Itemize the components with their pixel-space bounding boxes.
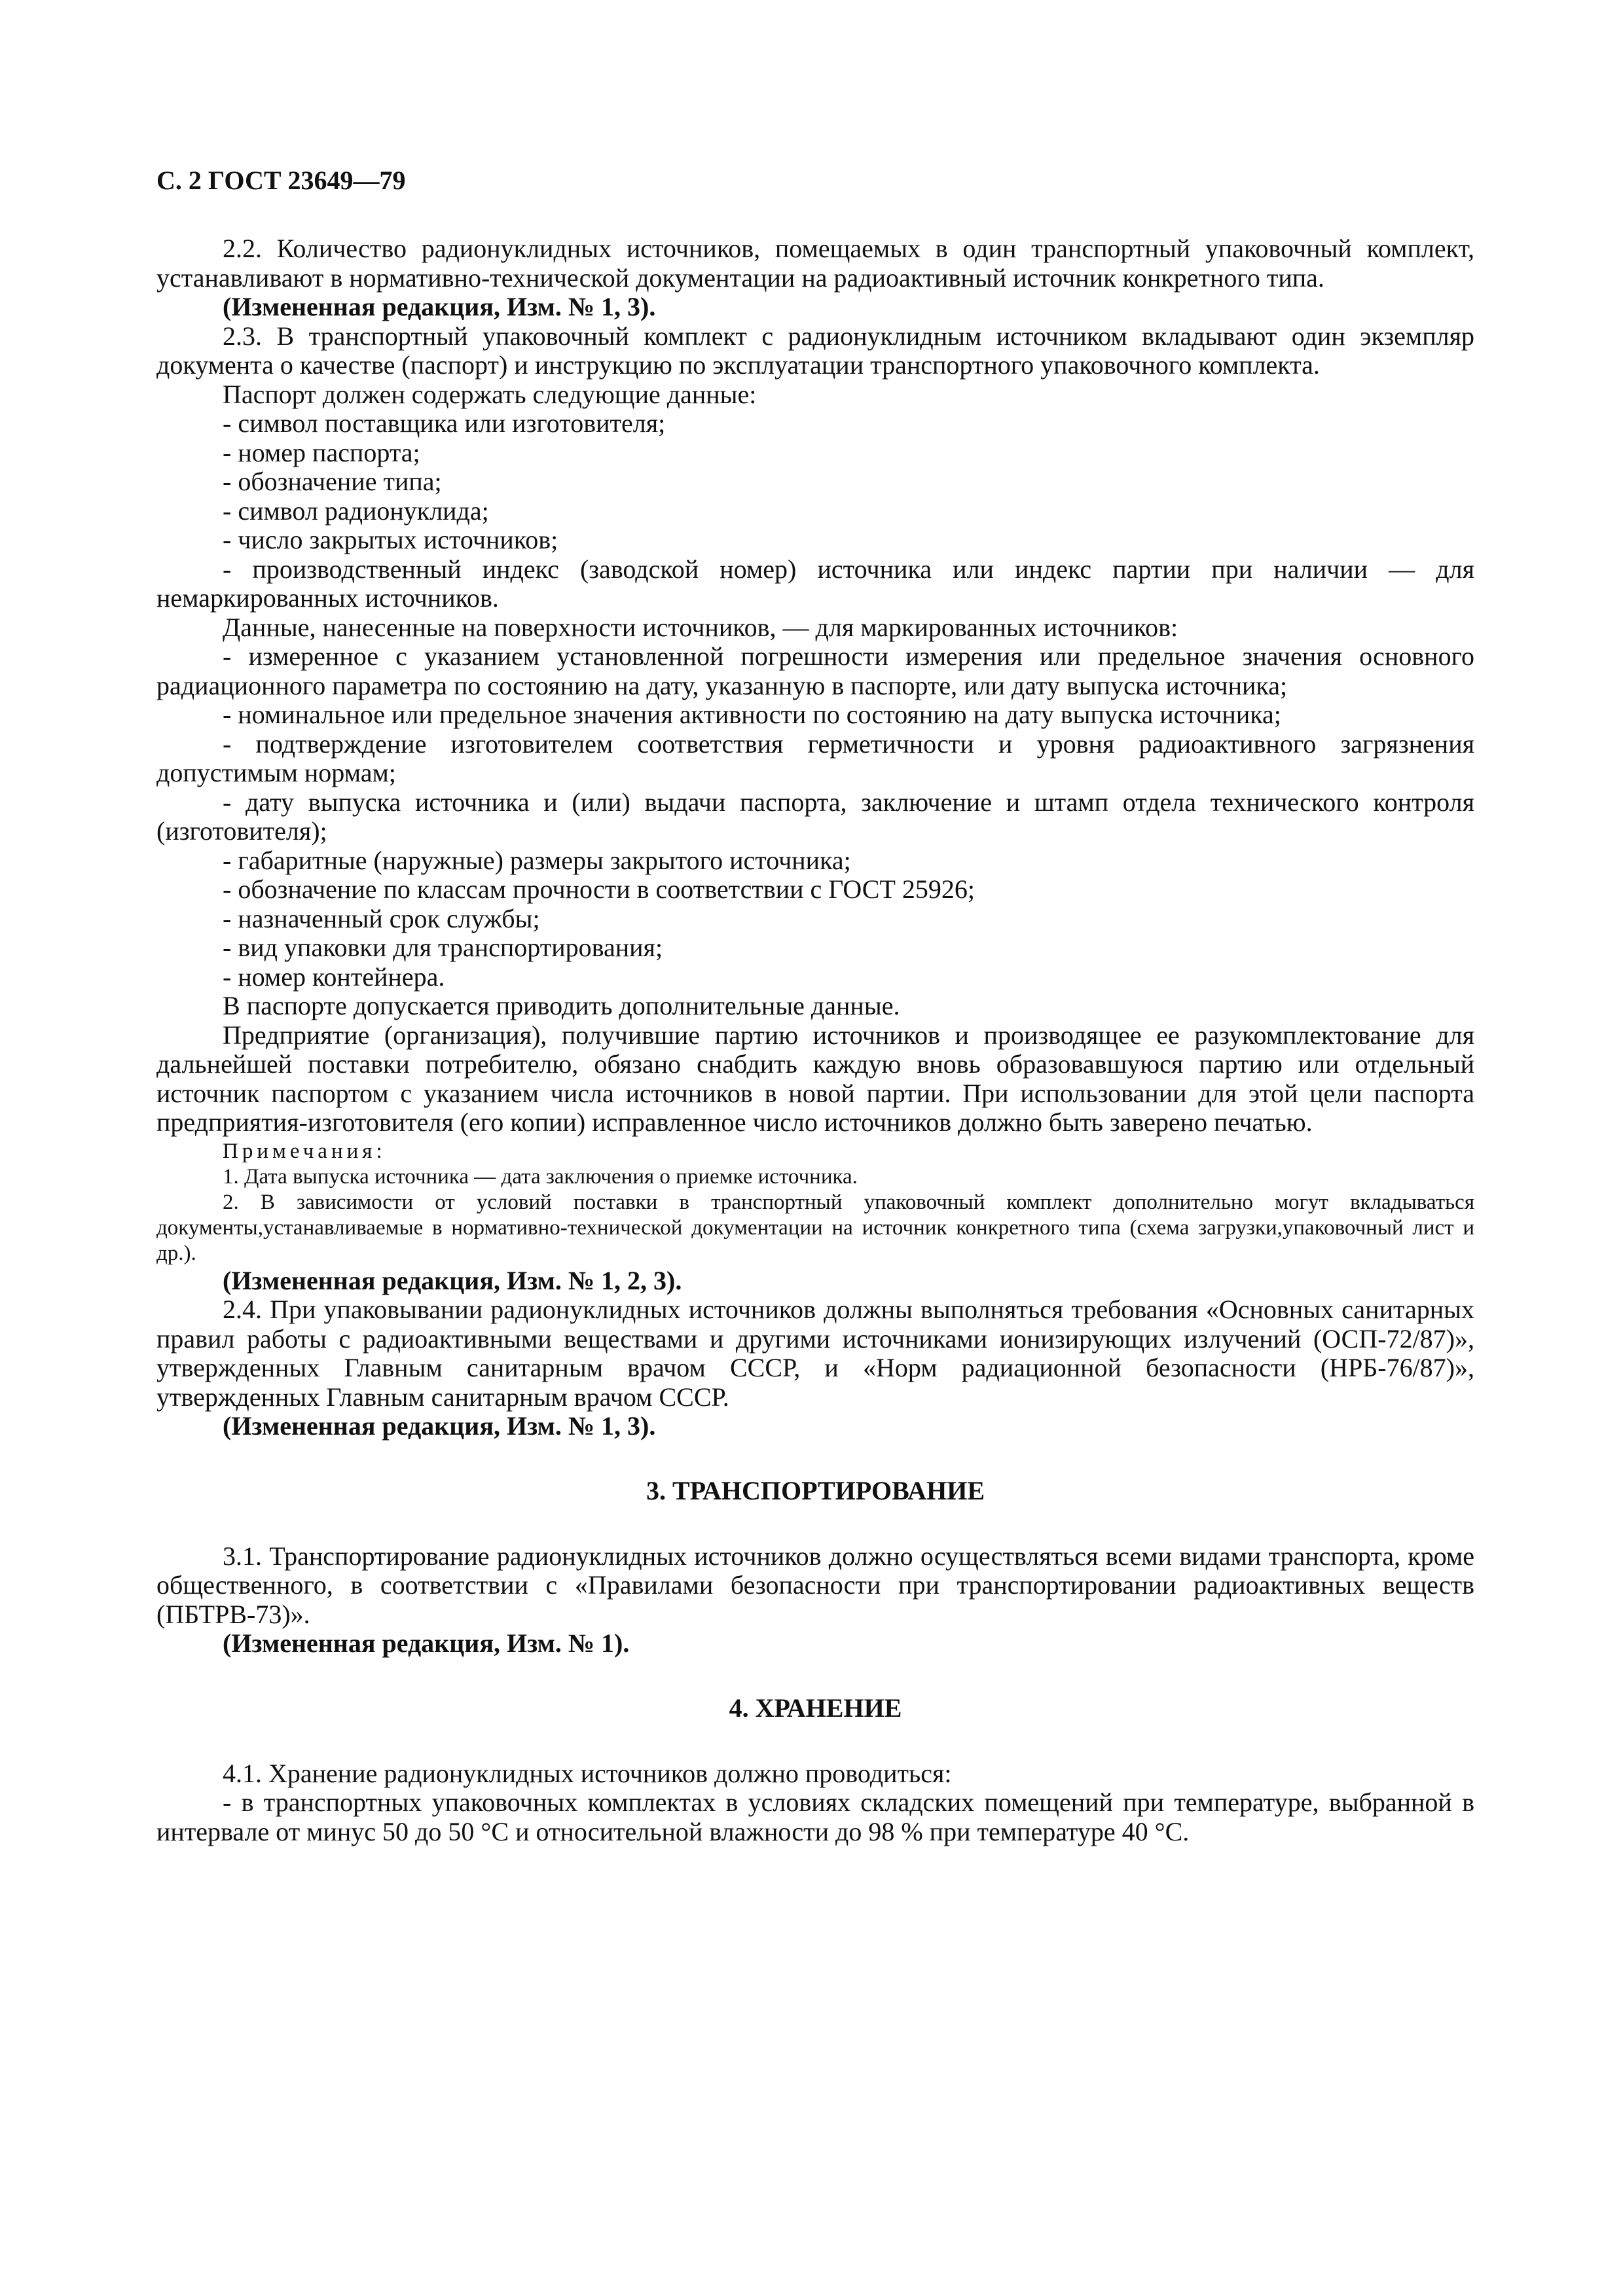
notes-block <box>156 1139 1474 1266</box>
notes-title: Примечания: <box>223 1139 386 1163</box>
list-item: - символ поставщика или изготовителя; <box>223 408 666 438</box>
running-header: С. 2 ГОСТ 23649—79 <box>156 166 406 195</box>
list-item: - дату выпуска источника и (или) выдачи паспорта, заключение и штамп отдела технического контроля (изготовителя); <box>156 787 1474 846</box>
amendment-note: (Измененная редакция, Изм. № 1). <box>223 1628 630 1658</box>
amendment-note: (Измененная редакция, Изм. № 1, 3). <box>223 292 656 321</box>
list-item: - обозначение по классам прочности в соответствии с ГОСТ 25926; <box>223 874 976 904</box>
extra-data-note: В паспорте допускается приводить дополнительные данные. <box>223 991 900 1020</box>
list-item: - символ радионуклида; <box>223 495 489 526</box>
list-item: - измеренное с указанием установленной погрешности измерения или предельное значения основного радиационного параметра по состоянию на дату, указанную в паспорте, или дату выпуска источника; <box>156 641 1474 700</box>
clause-4-1: 4.1. Хранение радионуклидных источников должно проводиться: <box>223 1758 952 1788</box>
list-item: - габаритные (наружные) размеры закрытого источника; <box>223 845 851 875</box>
section-heading-storage: 4. ХРАНЕНИЕ <box>729 1693 902 1723</box>
note-2: 2. В зависимости от условий поставки в транспортный упаковочный комплект дополнительно могут вкладываться документы,устанавливаемые в нормативно-технической документации на источник конкретного типа (схема загрузки,упаковочный лист и др.). <box>156 1190 1474 1265</box>
passport-intro: Паспорт должен содержать следующие данные: <box>223 379 757 409</box>
list-item: - вид упаковки для транспортирования; <box>223 933 663 962</box>
clause-2-3: 2.3. В транспортный упаковочный комплект с радионуклидным источником вкладывают один экземпляр документа о качестве (паспорт) и инструкцию по эксплуатации транспортного упаковочного комплекта. <box>156 321 1474 380</box>
clause-2-4: 2.4. При упаковывании радионуклидных источников должны выполняться требования «Основных санитарных правил работы с радиоактивными веществами и другими источниками ионизирующих излучений (ОСП-72/87)», утвержденных Главным санитарным врачом СССР, и «Норм радиационной безопасности (НРБ-76/87)», утвержденных Главным санитарным врачом СССР. <box>156 1295 1474 1412</box>
list-item: - назначенный срок службы; <box>223 903 540 933</box>
amendment-note: (Измененная редакция, Изм. № 1, 2, 3). <box>223 1265 682 1295</box>
list-item: - номер контейнера. <box>223 961 445 992</box>
list-item: - подтверждение изготовителем соответствия герметичности и уровня радиоактивного загрязнения допустимым нормам; <box>156 728 1474 787</box>
clause-4-1-item: - в транспортных упаковочных комплектах в условиях складских помещений при температуре, выбранной в интервале от минус 50 до 50 °С и относительной влажности до 98 % при температуре 40 °С. <box>156 1787 1474 1846</box>
clause-2-2: 2.2. Количество радионуклидных источников, помещаемых в один транспортный упаковочный комплект, устанавливают в нормативно-технической документации на радиоактивный источник конкретного типа. <box>156 234 1474 293</box>
marked-list <box>156 642 1474 992</box>
marked-intro: Данные, нанесенные на поверхности источников, — для маркированных источников: <box>223 612 1178 642</box>
list-item: - обозначение типа; <box>223 467 442 496</box>
enterprise-paragraph: Предприятие (организация), получившие партию источников и производящее ее разукомплектование для дальнейшей поставки потребителю, обязано снабдить каждую вновь образовавшуюся партию или отдельный источник паспортом с указанием числа источников в новой партии. При использовании для этой цели паспорта предприятия-изготовителя (его копии) исправленное число источников должно быть заверено печатью. <box>156 1020 1474 1137</box>
amendment-note: (Измененная редакция, Изм. № 1, 3). <box>223 1411 656 1441</box>
document-page <box>156 164 1474 1846</box>
section-2-body <box>156 234 1474 1846</box>
passport-list <box>156 409 1474 613</box>
list-item: - производственный индекс (заводской номер) источника или индекс партии при наличии — для немаркированных источников. <box>156 554 1474 613</box>
section-heading-transport: 3. ТРАНСПОРТИРОВАНИЕ <box>646 1475 985 1505</box>
list-item: - номер паспорта; <box>223 437 420 467</box>
list-item: - число закрытых источников; <box>223 525 558 554</box>
note-1: 1. Дата выпуска источника — дата заключения о приемке источника. <box>223 1164 858 1189</box>
clause-3-1: 3.1. Транспортирование радионуклидных источников должно осуществляться всеми видами транспорта, кроме общественного, в соответствии с «Правилами безопасности при транспортировании радиоактивных веществ (ПБТРВ-73)». <box>156 1541 1474 1629</box>
list-item: - номинальное или предельное значения активности по состоянию на дату выпуска источника; <box>223 700 1281 729</box>
